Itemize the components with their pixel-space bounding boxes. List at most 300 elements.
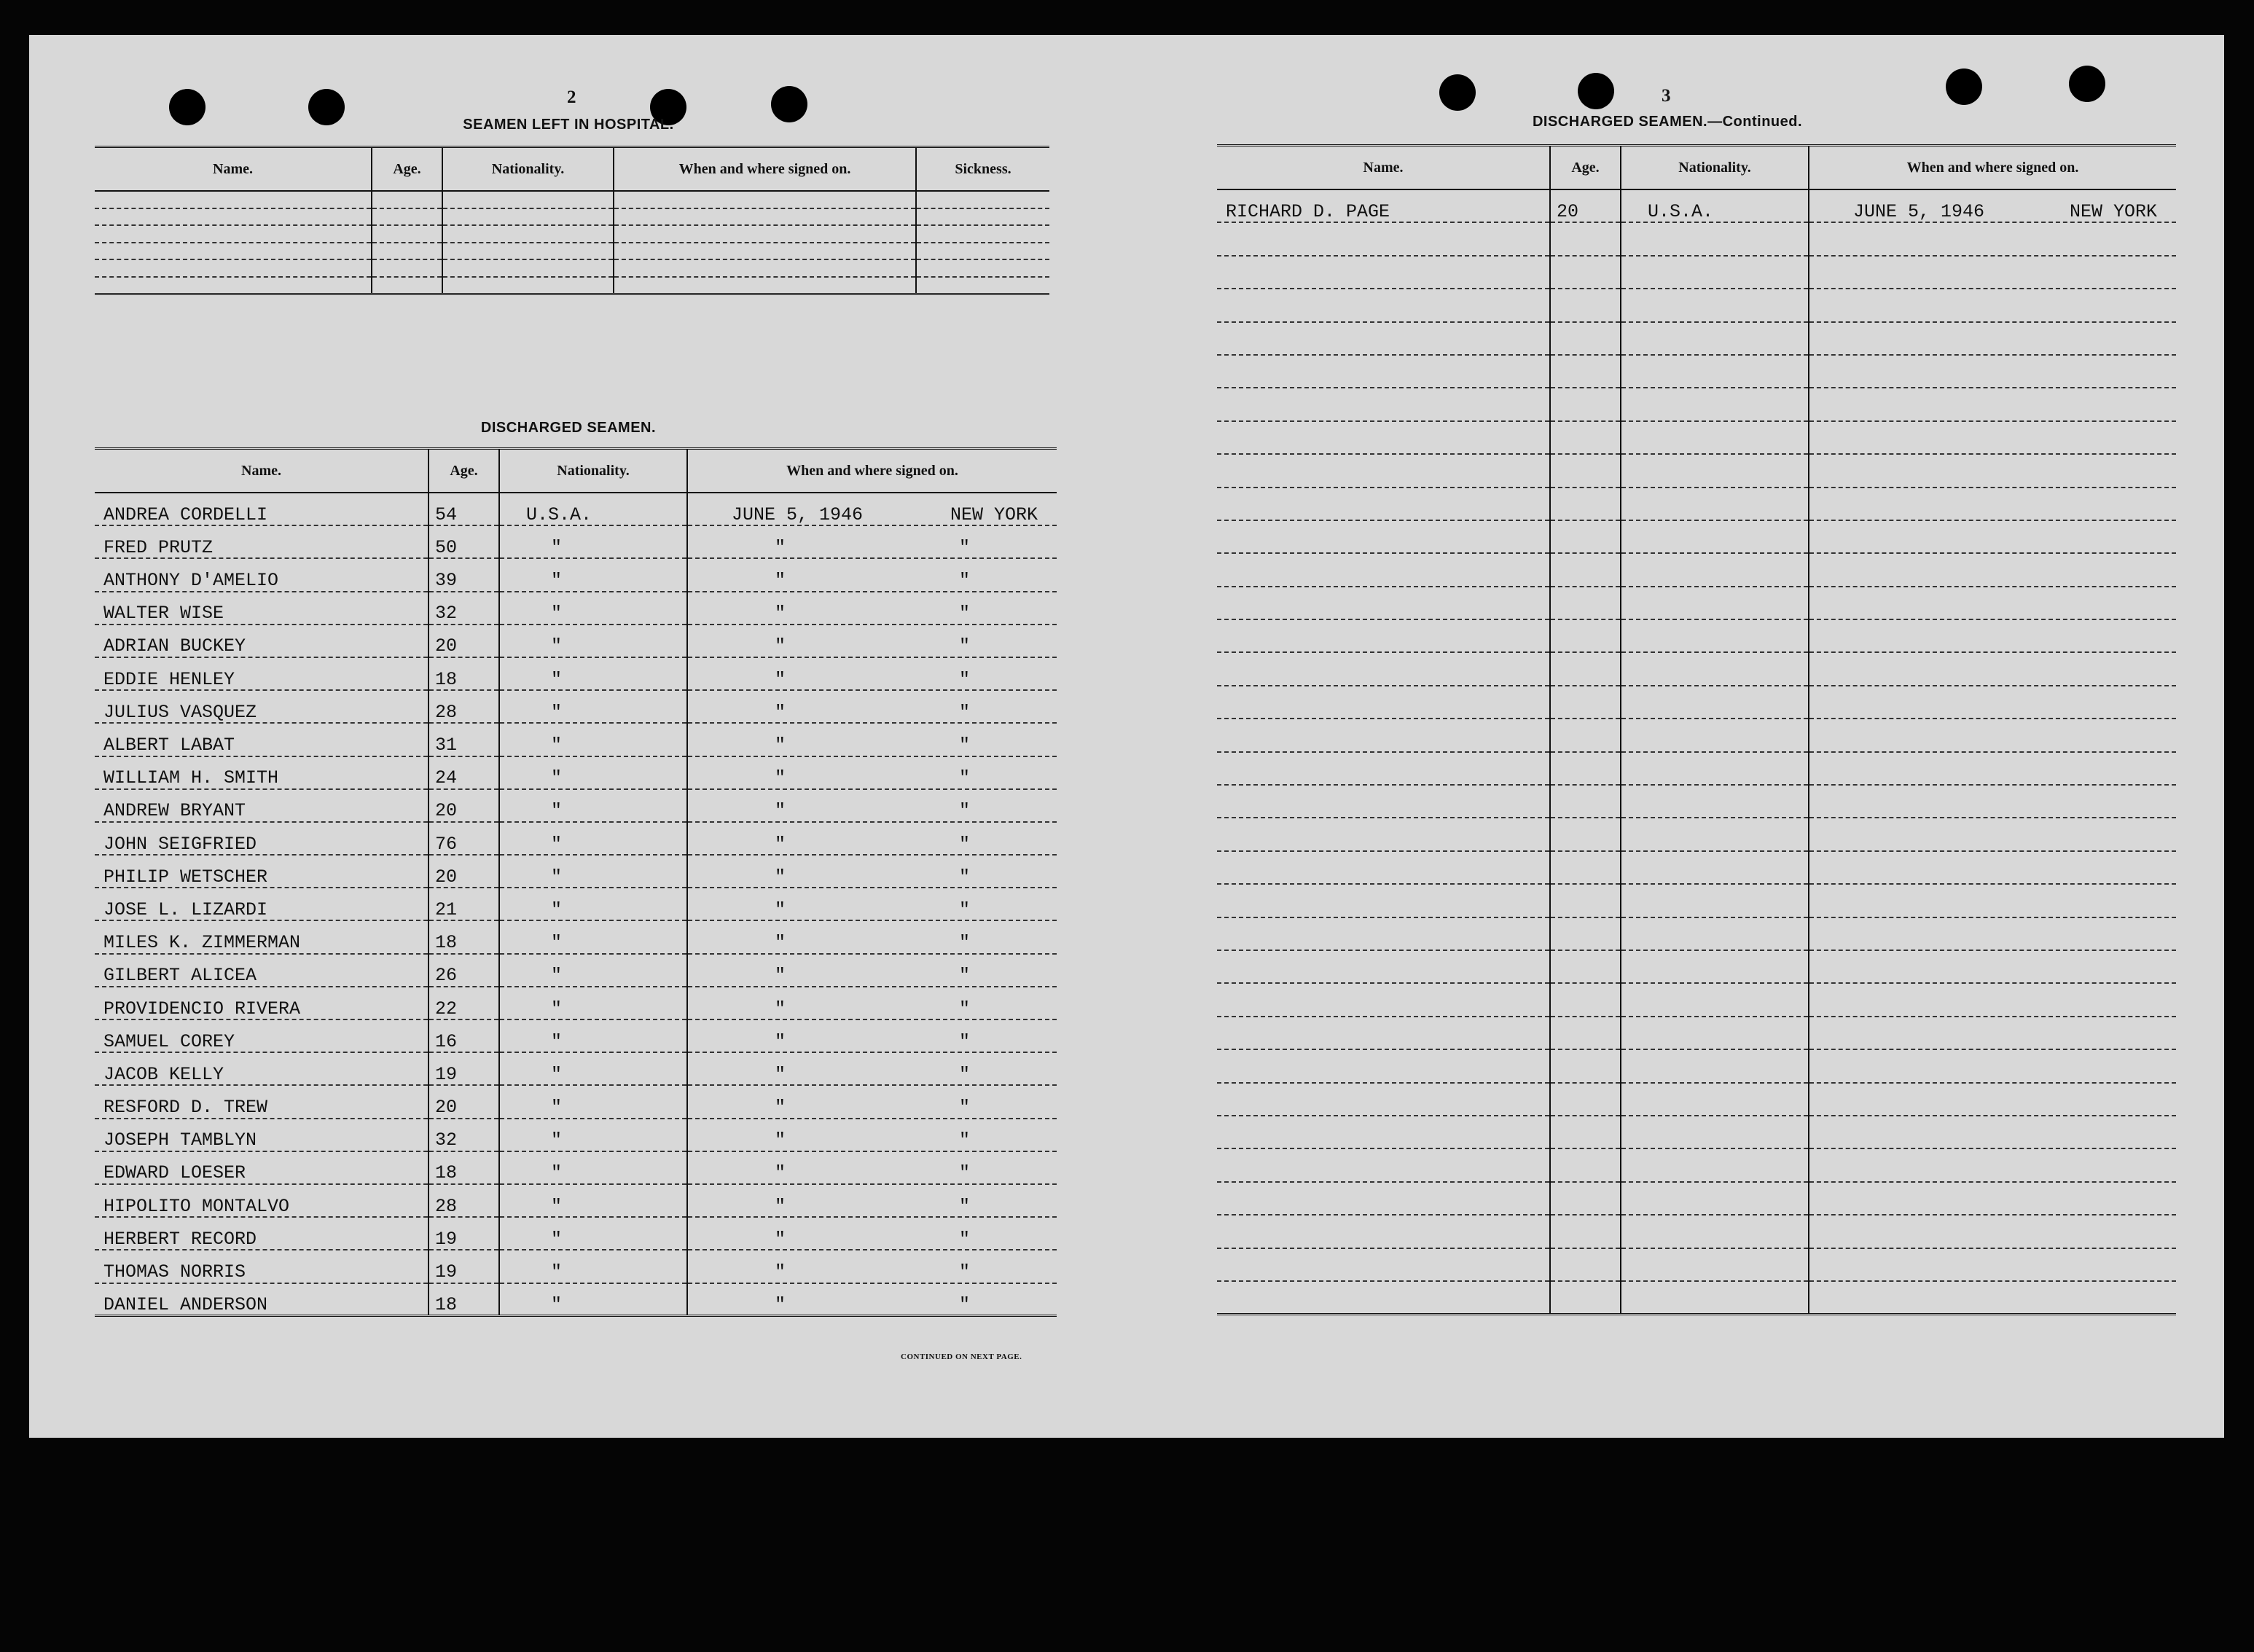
signed-on-date: " (774, 1130, 786, 1151)
blank-cell (1550, 1281, 1621, 1314)
blank-cell (1550, 686, 1621, 719)
blank-cell (442, 225, 614, 243)
document-sheet (29, 35, 2224, 1438)
blank-cell (1809, 587, 2176, 619)
blank-row (1217, 917, 2176, 950)
seaman-nationality: U.S.A. (499, 493, 687, 525)
seaman-name: PHILIP WETSCHER (95, 855, 429, 888)
blank-row (1217, 1281, 2176, 1314)
signed-on (687, 592, 1057, 625)
blank-cell (1621, 686, 1809, 719)
blank-cell (1550, 917, 1621, 950)
seaman-age: 20 (429, 855, 499, 888)
blank-cell (1621, 1017, 1809, 1049)
page-number: 3 (1662, 86, 1671, 106)
signed-on-date: " (774, 1162, 786, 1184)
blank-row (95, 225, 1049, 243)
discharged-table (95, 447, 1057, 1317)
signed-on-wrap (688, 538, 1057, 558)
table-row (95, 1151, 1057, 1184)
blank-cell (95, 277, 372, 294)
blank-cell (1621, 1116, 1809, 1148)
blank-cell (442, 208, 614, 226)
seaman-nationality: " (499, 888, 687, 920)
blank-cell (1809, 454, 2176, 487)
blank-cell (1217, 652, 1550, 685)
header-when-where: When and where signed on. (614, 147, 916, 192)
signed-on-wrap (688, 834, 1057, 855)
blank-row (1217, 785, 2176, 818)
blank-cell (1217, 917, 1550, 950)
seaman-age: 54 (429, 493, 499, 525)
seaman-nationality: " (499, 1085, 687, 1118)
blank-cell (1621, 553, 1809, 586)
signed-on-wrap (688, 867, 1057, 888)
blank-cell (1217, 818, 1550, 850)
blank-cell (372, 243, 442, 260)
signed-on-date: " (774, 701, 786, 723)
blank-cell (1621, 619, 1809, 652)
seaman-age: 28 (429, 1184, 499, 1217)
signed-on (687, 920, 1057, 953)
blank-row (1217, 553, 2176, 586)
seaman-name: ADRIAN BUCKEY (95, 625, 429, 657)
blank-cell (1217, 851, 1550, 884)
signed-on-date: JUNE 5, 1946 (732, 504, 864, 525)
blank-cell (1217, 884, 1550, 917)
signed-on-wrap (688, 768, 1057, 788)
header-nationality: Nationality. (442, 147, 614, 192)
blank-cell (1621, 950, 1809, 983)
seaman-nationality: " (499, 855, 687, 888)
seaman-name: ANDREW BRYANT (95, 789, 429, 822)
blank-cell (1550, 785, 1621, 818)
blank-row (1217, 222, 2176, 255)
blank-row (1217, 950, 2176, 983)
seaman-nationality: " (499, 920, 687, 953)
signed-on-port: " (958, 1293, 970, 1315)
blank-cell (1550, 256, 1621, 289)
signed-on-wrap (688, 900, 1057, 920)
seaman-nationality: " (499, 657, 687, 690)
blank-cell (1550, 1182, 1621, 1215)
signed-on-port: " (958, 1130, 970, 1151)
signed-on-wrap (688, 636, 1057, 657)
blank-row (1217, 1017, 2176, 1049)
blank-cell (614, 277, 916, 294)
blank-cell (1217, 289, 1550, 321)
page-number: 2 (567, 87, 576, 107)
blank-cell (95, 243, 372, 260)
seaman-age: 24 (429, 756, 499, 789)
seaman-name: WALTER WISE (95, 592, 429, 625)
blank-cell (1621, 851, 1809, 884)
table-row (95, 1119, 1057, 1151)
blank-cell (1217, 587, 1550, 619)
blank-cell (1809, 719, 2176, 751)
seaman-age: 18 (429, 920, 499, 953)
signed-on-wrap (688, 702, 1057, 723)
blank-cell (95, 208, 372, 226)
blank-cell (1809, 1083, 2176, 1116)
signed-on (687, 525, 1057, 558)
continued-note: CONTINUED ON NEXT PAGE. (901, 1352, 1022, 1361)
blank-cell (1550, 719, 1621, 751)
blank-cell (1621, 652, 1809, 685)
table-row (95, 954, 1057, 987)
blank-cell (1809, 884, 2176, 917)
seaman-nationality: " (499, 690, 687, 723)
seaman-nationality: " (499, 1217, 687, 1250)
header-when-where: When and where signed on. (1809, 146, 2176, 190)
seaman-age: 32 (429, 592, 499, 625)
blank-cell (1550, 752, 1621, 785)
signed-on-port: " (958, 1228, 970, 1250)
blank-cell (1550, 488, 1621, 520)
blank-row (1217, 488, 2176, 520)
table-row (95, 723, 1057, 756)
signed-on-date: " (774, 668, 786, 690)
blank-row (1217, 1049, 2176, 1082)
blank-cell (1217, 1182, 1550, 1215)
blank-cell (95, 191, 372, 208)
blank-cell (1809, 355, 2176, 388)
seaman-name: PROVIDENCIO RIVERA (95, 987, 429, 1019)
seaman-name: THOMAS NORRIS (95, 1250, 429, 1283)
blank-row (95, 208, 1049, 226)
blank-row (1217, 1215, 2176, 1248)
seaman-age: 20 (429, 789, 499, 822)
table-row (95, 1250, 1057, 1283)
blank-cell (916, 225, 1049, 243)
blank-cell (1621, 1083, 1809, 1116)
table-row (95, 920, 1057, 953)
header-name: Name. (1217, 146, 1550, 190)
signed-on-port: " (958, 668, 970, 690)
blank-cell (1217, 222, 1550, 255)
blank-cell (1809, 289, 2176, 321)
seaman-age: 32 (429, 1119, 499, 1151)
signed-on (687, 954, 1057, 987)
blank-row (1217, 421, 2176, 454)
blank-cell (442, 191, 614, 208)
blank-cell (1217, 1215, 1550, 1248)
table-row (95, 789, 1057, 822)
blank-cell (372, 208, 442, 226)
blank-cell (1550, 289, 1621, 321)
blank-cell (1550, 1049, 1621, 1082)
seaman-name: DANIEL ANDERSON (95, 1283, 429, 1316)
blank-cell (372, 225, 442, 243)
table-row (95, 592, 1057, 625)
signed-on-port: " (958, 735, 970, 756)
signed-on (1809, 189, 2176, 222)
blank-cell (1217, 1148, 1550, 1181)
blank-cell (1809, 1148, 2176, 1181)
signed-on-wrap (688, 1097, 1057, 1118)
table-row (95, 1217, 1057, 1250)
blank-cell (1621, 983, 1809, 1016)
seaman-name: MILES K. ZIMMERMAN (95, 920, 429, 953)
signed-on (687, 690, 1057, 723)
blank-cell (1217, 1248, 1550, 1281)
blank-cell (1217, 1083, 1550, 1116)
seaman-name: GILBERT ALICEA (95, 954, 429, 987)
signed-on-wrap (688, 1295, 1057, 1315)
blank-row (1217, 686, 2176, 719)
blank-cell (1550, 983, 1621, 1016)
seaman-age: 20 (1550, 189, 1621, 222)
signed-on (687, 723, 1057, 756)
blank-row (95, 259, 1049, 277)
signed-on (687, 1184, 1057, 1217)
blank-row (1217, 388, 2176, 420)
signed-on-port: " (958, 767, 970, 789)
seaman-nationality: " (499, 1019, 687, 1052)
blank-cell (1621, 488, 1809, 520)
seaman-nationality: " (499, 625, 687, 657)
signed-on-port: " (958, 998, 970, 1019)
blank-cell (1217, 355, 1550, 388)
blank-cell (1217, 1116, 1550, 1148)
signed-on-port: " (958, 570, 970, 592)
signed-on-date: " (774, 1063, 786, 1085)
signed-on-date: " (774, 1261, 786, 1283)
punch-hole (1578, 73, 1614, 109)
signed-on (687, 1119, 1057, 1151)
seaman-name: HIPOLITO MONTALVO (95, 1184, 429, 1217)
blank-row (95, 191, 1049, 208)
blank-cell (1621, 256, 1809, 289)
blank-cell (614, 208, 916, 226)
seaman-name: RESFORD D. TREW (95, 1085, 429, 1118)
signed-on-port: " (958, 965, 970, 987)
blank-cell (1550, 1248, 1621, 1281)
blank-cell (1217, 553, 1550, 586)
blank-cell (1809, 1182, 2176, 1215)
seaman-nationality: " (499, 723, 687, 756)
blank-cell (1621, 1148, 1809, 1181)
signed-on-date: " (774, 635, 786, 657)
table-row (95, 1184, 1057, 1217)
seaman-age: 18 (429, 1151, 499, 1184)
signed-on-port: " (958, 800, 970, 822)
signed-on-wrap (688, 735, 1057, 756)
blank-cell (1550, 322, 1621, 355)
blank-cell (1217, 1281, 1550, 1314)
table-row (95, 1085, 1057, 1118)
blank-cell (1621, 1248, 1809, 1281)
signed-on-date: " (774, 1097, 786, 1119)
blank-cell (1550, 520, 1621, 553)
seaman-nationality: " (499, 756, 687, 789)
signed-on-port: " (958, 1195, 970, 1217)
blank-cell (1621, 222, 1809, 255)
signed-on-date: JUNE 5, 1946 (1853, 200, 1985, 222)
signed-on-date: " (774, 570, 786, 592)
blank-cell (1217, 752, 1550, 785)
signed-on-port: " (958, 603, 970, 625)
table-row (95, 657, 1057, 690)
blank-cell (916, 191, 1049, 208)
blank-cell (614, 191, 916, 208)
table-row (95, 822, 1057, 855)
blank-cell (614, 225, 916, 243)
blank-cell (1621, 388, 1809, 420)
blank-row (1217, 1148, 2176, 1181)
blank-cell (1809, 520, 2176, 553)
blank-cell (1550, 355, 1621, 388)
blank-cell (1621, 917, 1809, 950)
blank-cell (1217, 1017, 1550, 1049)
blank-row (1217, 256, 2176, 289)
blank-cell (1621, 454, 1809, 487)
signed-on-wrap (1809, 202, 2176, 222)
blank-row (1217, 719, 2176, 751)
signed-on-port: " (958, 635, 970, 657)
seaman-age: 39 (429, 558, 499, 591)
signed-on-port: " (958, 536, 970, 558)
header-name: Name. (95, 449, 429, 493)
seaman-nationality: " (499, 954, 687, 987)
blank-cell (1550, 818, 1621, 850)
blank-cell (1217, 950, 1550, 983)
table-row (95, 1283, 1057, 1316)
signed-on-wrap (688, 603, 1057, 624)
signed-on (687, 1283, 1057, 1316)
blank-cell (1217, 785, 1550, 818)
signed-on-wrap (688, 1262, 1057, 1283)
table-row (95, 987, 1057, 1019)
seaman-nationality: " (499, 1283, 687, 1316)
seaman-name: JOSE L. LIZARDI (95, 888, 429, 920)
signed-on-date: " (774, 1030, 786, 1052)
blank-cell (1217, 1049, 1550, 1082)
seaman-age: 19 (429, 1052, 499, 1085)
signed-on (687, 756, 1057, 789)
signed-on-wrap (688, 670, 1057, 690)
blank-cell (1550, 421, 1621, 454)
blank-cell (1217, 619, 1550, 652)
blank-cell (1550, 1017, 1621, 1049)
signed-on-port: NEW YORK (2069, 200, 2157, 222)
blank-cell (1809, 553, 2176, 586)
seaman-age: 76 (429, 822, 499, 855)
blank-cell (1809, 983, 2176, 1016)
blank-cell (1809, 1049, 2176, 1082)
seaman-name: SAMUEL COREY (95, 1019, 429, 1052)
signed-on-date: " (774, 536, 786, 558)
blank-cell (1809, 322, 2176, 355)
signed-on-wrap (688, 999, 1057, 1019)
seaman-name: ANDREA CORDELLI (95, 493, 429, 525)
seaman-age: 18 (429, 657, 499, 690)
blank-row (1217, 851, 2176, 884)
seaman-age: 18 (429, 1283, 499, 1316)
seaman-age: 22 (429, 987, 499, 1019)
blank-cell (1809, 686, 2176, 719)
blank-cell (372, 259, 442, 277)
seaman-age: 16 (429, 1019, 499, 1052)
signed-on-wrap (688, 1130, 1057, 1151)
seaman-nationality: U.S.A. (1621, 189, 1809, 222)
signed-on (687, 1019, 1057, 1052)
blank-cell (1550, 1083, 1621, 1116)
signed-on-date: " (774, 965, 786, 987)
blank-cell (1809, 752, 2176, 785)
seaman-nationality: " (499, 789, 687, 822)
table-row (95, 888, 1057, 920)
signed-on (687, 1052, 1057, 1085)
blank-cell (442, 277, 614, 294)
seaman-nationality: " (499, 822, 687, 855)
seaman-nationality: " (499, 558, 687, 591)
seaman-nationality: " (499, 1052, 687, 1085)
blank-cell (1621, 587, 1809, 619)
hospital-section-title: SEAMEN LEFT IN HOSPITAL. (463, 117, 674, 133)
blank-cell (614, 259, 916, 277)
blank-cell (1809, 818, 2176, 850)
discharged-continued-table (1217, 144, 2176, 1315)
blank-row (1217, 1116, 2176, 1148)
signed-on (687, 789, 1057, 822)
blank-cell (1550, 222, 1621, 255)
signed-on (687, 1250, 1057, 1283)
blank-cell (442, 243, 614, 260)
blank-cell (916, 208, 1049, 226)
signed-on-port: " (958, 701, 970, 723)
blank-cell (1550, 1148, 1621, 1181)
signed-on-wrap (688, 966, 1057, 986)
discharged-section-title: DISCHARGED SEAMEN. (480, 420, 657, 436)
header-sickness: Sickness. (916, 147, 1049, 192)
signed-on (687, 1151, 1057, 1184)
blank-cell (1621, 1281, 1809, 1314)
blank-cell (1621, 884, 1809, 917)
signed-on-date: " (774, 932, 786, 954)
seaman-name: JULIUS VASQUEZ (95, 690, 429, 723)
seaman-name: EDDIE HENLEY (95, 657, 429, 690)
seaman-name: ANTHONY D'AMELIO (95, 558, 429, 591)
header-nationality: Nationality. (499, 449, 687, 493)
signed-on-port: " (958, 1030, 970, 1052)
blank-cell (1809, 950, 2176, 983)
blank-cell (95, 225, 372, 243)
blank-cell (1217, 256, 1550, 289)
signed-on-wrap (688, 1065, 1057, 1085)
signed-on-port: " (958, 833, 970, 855)
blank-cell (1809, 785, 2176, 818)
signed-on (687, 1085, 1057, 1118)
blank-cell (1550, 619, 1621, 652)
blank-row (1217, 652, 2176, 685)
table-row (1217, 189, 2176, 222)
blank-cell (916, 277, 1049, 294)
blank-cell (614, 243, 916, 260)
blank-cell (1217, 322, 1550, 355)
hospital-table (95, 146, 1049, 295)
blank-cell (1621, 785, 1809, 818)
blank-cell (1550, 1215, 1621, 1248)
blank-row (1217, 587, 2176, 619)
signed-on-date: " (774, 1293, 786, 1315)
blank-cell (1809, 256, 2176, 289)
signed-on-date: " (774, 833, 786, 855)
table-row (95, 756, 1057, 789)
blank-cell (1217, 488, 1550, 520)
seaman-name: JOSEPH TAMBLYN (95, 1119, 429, 1151)
blank-cell (1621, 1182, 1809, 1215)
